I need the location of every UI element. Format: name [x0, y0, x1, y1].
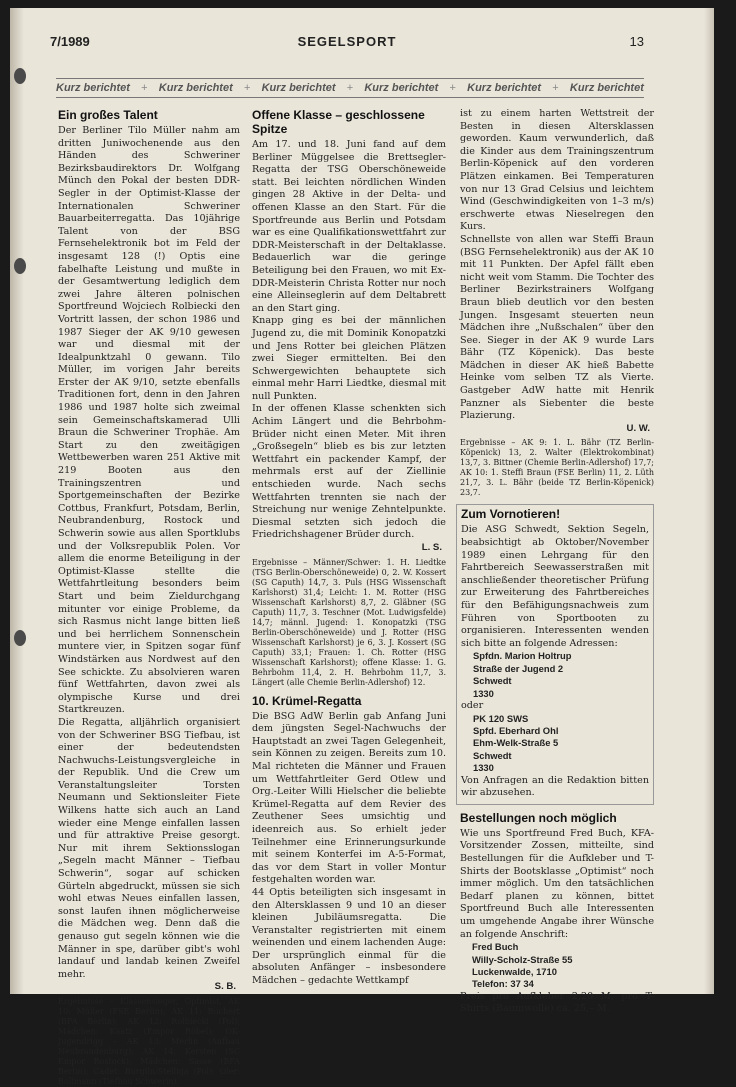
address-line: Ehm-Welk-Straße 5 [473, 737, 559, 749]
separator-plus-icon: + [449, 82, 456, 94]
article-paragraph: 44 Optis beteiligten sich insgesamt in den Altersklassen 9 und 10 an dieser kleinen Jubiläumsregatta. Die Veranstalter registrierten mit einem weinenden und einem lachenden Auge: Der ursprünglich einmal für die absoluten Anfänger – insbesondere Mädchen – gedachte Wettkampf [252, 886, 446, 987]
address-line: Willy-Scholz-Straße 55 [472, 953, 573, 965]
binder-hole-icon [14, 258, 26, 274]
notice-title: Zum Vornotieren! [461, 507, 561, 522]
results-block: Ergebnisse – Klassensieger, Optimist, AK 10: Müller (FSE Berlin); AK 11: Buchert (BFA Berlin); AK 12: Rolbiecki (Pol); Mädchen: Kaatz (Empor Röbel); OK-Jugendrigg – AK 13: Merlin (Aufbau Neubrandenburg); AK 14: Kersten (SC Empor Rostock); Mädchen: Sasse (BFA Berlin); Cadet: Burgiln/Stelliga (Pol); Oler: Bollmann (Tiefbau Schwerin). [58, 996, 240, 1086]
magazine-page [10, 8, 714, 1086]
address-line: Fred Buch [472, 941, 519, 953]
article-paragraph: Der Berliner Tilo Müller nahm am dritten Juniwochenende aus den Händen des Schweriner Bezirksbaudirektors Dr. Wolfgang Münch den Pokal der besten DDR-Segler in der Optimist-Klasse der Internationalen Schweriner Bauarbeiterregatta. Das 10jährige Talent von der BSG Fernsehelektronik bot im Feld der insgesamt 128 (!) Optis eine fabelhafte Leistung und mußte in der Gesamtwertung lediglich dem zwei Jahre älteren polnischen Sportfreund Wojciech Rolbiecki den Vortritt lassen, der schon 1986 und 1987 Sieger der AK 9/10 gewesen war und diesmal mit der Idealpunktzahl 0 gewann. Tilo Müller, im vorigen Jahr bereits Erster der AK 9/10, setzte ebenfalls Traditionen fort, denn in den Jahren 1986 und 1987 holte sich zweimal sein Gemeinschaftskamerad Ulli Braun die Schweriner Trophäe. Am Start zu den zweitägigen Wettbewerben waren 251 Aktive mit 219 Booten aus den Trainingszentren und Sportgemeinschaften der Bezirke Cottbus, Frankfurt, Potsdam, Berlin, Neubrandenburg, Rostock und Schwerin sowie aus allen Sportklubs und der Volksrepublik Polen. Vor allem die enorme Beteiligung in der Optimist-Klasse stellte die Wettfahrtleitung besonders beim Start und beim Zieldurchgang mitunter vor einige Probleme, da sich Rasmus nicht lange bitten ließ und bei herrlichem Sonnenschein muntere vier, in Spitzen sogar fünf Windstärken aus Nordwest auf den See schickte. Zu absolvieren waren fünf Wettfahrten, davon zwei als olympische Kurse und drei Startkreuzen. [58, 125, 240, 716]
strip-label: Kurz berichtet [56, 82, 130, 94]
strip-label: Kurz berichtet [261, 82, 336, 94]
author-signature: S. B. [214, 981, 236, 993]
address-line: Luckenwalde, 1710 [472, 965, 557, 977]
separator-plus-icon: + [243, 82, 251, 94]
address-block [473, 713, 649, 775]
separator-plus-icon: + [141, 82, 148, 94]
article-paragraph: Schnellste von allen war Steffi Braun (BSG Fernsehelektronik) aus der AK 10 mit 11 Punkten. Der Apfel fällt eben nicht weit vom Stamm. Die Tochter des Berliner Bezirkstrainers Wolfgang Braun blieb deutlich vor den besten Jungen. Insgesamt steuerten neun Mädchen ihre „Nußschalen“ über den See. Sieger in der AK 9 wurde Lars Bähr (TZ Köpenick). Das beste Mädchen in dieser AK hieß Babette Heinke vom selben TZ als Vierte. Gastgeber AdW hatte mit Henrik Panzner als Siebenter die beste Plazierung. [460, 233, 654, 422]
running-header [50, 34, 644, 52]
article-title: 10. Krümel-Regatta [252, 693, 362, 708]
column-3 [460, 108, 654, 1016]
address-line: Straße der Jugend 2 [473, 662, 564, 674]
article-paragraph: Preis pro Aufkleber 2,20 M, pro T-Shirts (Baumwolle) ca. 25,– M. [460, 990, 654, 1015]
address-line: Schwedt [473, 749, 512, 761]
address-separator: oder [461, 700, 484, 711]
notice-paragraph: Von Anfragen an die Redaktion bitten wir abzusehen. [461, 774, 649, 799]
author-signature: U. W. [626, 422, 650, 434]
address-line: Schwedt [473, 675, 512, 687]
column-2 [252, 108, 446, 988]
address-line: PK 120 SWS [473, 712, 529, 724]
page-number: 13 [629, 34, 644, 49]
binder-hole-icon [14, 630, 26, 646]
results-block: Ergebnisse – AK 9: 1. L. Bähr (TZ Berlin-Köpenick) 13, 2. Walter (Elektrokombinat) 13,7, 3. Bittner (Chemie Berlin-Adlershof) 17,7; AK 10: 1. Steffi Braun (FSE Berlin) 11, 2. Lüth 21,7, 3. L. Bähr (beide TZ Berlin-Köpenick) 23,7. [460, 438, 654, 498]
address-line: Telefon: 37 34 [472, 978, 534, 990]
strip-label: Kurz berichtet [569, 82, 644, 94]
strip-label: Kurz berichtet [467, 82, 542, 94]
notice-paragraph: Die ASG Schwedt, Sektion Segeln, beabsichtigt ab Oktober/November 1989 einen Lehrgang für den Fahrtbereich Seewasserstraßen mit anschließender theoretischer Prüfung zur Erweiterung des Fahrtbereiches für den Befähigungsnachweis zum Führen von Sportbooten zu organisieren. Interessenten wenden sich bitte an folgende Adressen: [461, 524, 649, 649]
address-line: 1330 [473, 687, 494, 699]
address-line: Spfdn. Marion Holtrup [473, 650, 572, 662]
kurz-berichtet-strip [56, 78, 644, 98]
page-edge-shadow [704, 8, 714, 994]
column-1 [58, 108, 240, 1087]
separator-plus-icon: + [552, 82, 559, 94]
results-block: Ergebnisse – Männer/Schwer: 1. H. Liedtke (TSG Berlin-Oberschöneweide) 0, 2. W. Kossert (SG Caputh) 14,7, 3. Puls (HSG Wissenschaft Karlshorst) 31,4; Leicht: 1. M. Rotter (HSG Wissenschaft Karlshorst) 8,7, 2. Gläbner (SG Caputh) 11,7, 3. Teschner (Mot. Ludwigsfelde) 14,7; männl. Jugend: 1. Konopatzki (TSG Berlin-Oberschöneweide) und J. Rotter (HSG Wissenschaft Karlshorst) je 6, 3. J. Kossert (SG Caputh) 33,1; Frauen: 1. Ch. Rotter (HSG Wissenschaft Karlshorst); offene Klasse: 1. G. Behrbohm 11,4, 2. H. Behrbohm 11,7, 3. Längert (alle Chemie Berlin-Adlershof) 12. [252, 557, 446, 687]
address-line: 1330 [473, 762, 494, 774]
article-paragraph: Knapp ging es bei der männlichen Jugend zu, die mit Dominik Konopatzki und Jens Rotter bei gleichen Plätzen zwei Sieger ermittelten. Bei den Schwergewichten behauptete sich einmal mehr Harri Liedtke, diesmal mit null Punkten. [252, 315, 446, 402]
address-block [473, 650, 649, 700]
article-paragraph: In der offenen Klasse schenkten sich Achim Längert und die Behrbohm-Brüder nicht einen Meter. Mit ihren „Großsegeln“ blieb es bis zur letzten Wettfahrt ein packender Kampf, der mehrmals erst auf der Ziellinie entschieden wurde. Nach sechs Wettfahrten trennten sie nach der Streichung nur wenige Zehntelpunkte. Diesmal setzten sich jedoch die Friedrichshagener Brüder durch. [252, 403, 446, 541]
author-signature: L. S. [421, 542, 442, 553]
notice-box [456, 504, 654, 804]
article-paragraph: Die Regatta, alljährlich organisiert von der Schweriner BSG Tiefbau, ist einer der bedeutendsten Nachwuchs-Leistungsvergleiche in der Republik. Und die Crew um Veranstaltungsleiter Torsten Neumann und Sektionsleiter Fiete Wilkens hatte sich auch an Land wieder eine Menge einfallen lassen und für attraktive Preise gesorgt. Nur mit ihrem Sektionsslogan „Segeln macht Männer – Tiefbau Schwerin“, sogar auf schicken Gürteln abgedruckt, müssen sie sich wohl etwas Neues einfallen lassen, sonst laufen ihnen möglicherweise die Mädchen weg. Denn daß die genauso gut segeln können wie die Männer in spe, darüber gibt's wohl landauf und landab keinen Zweifel mehr. [58, 716, 240, 980]
strip-label: Kurz berichtet [364, 82, 439, 94]
separator-plus-icon: + [346, 82, 354, 94]
binder-hole-icon [14, 68, 26, 84]
article-paragraph: Am 17. und 18. Juni fand auf dem Berliner Müggelsee die Brettsegler-Regatta der TSG Oberschöneweide statt. Bei leichten nördlichen Winden gingen 28 Aktive in der Delta- und offenen Klasse an den Start. Für die Sportfreunde aus Berlin und Potsdam war es eine Qualifikationswettfahrt zur DDR-Meisterschaft in der Deltaklasse. Bedauerlich war die geringe Beteiligung bei den Frauen, wo mit Ex-DDR-Meisterin Christa Rotter nur noch eine Alleinseglerin auf dem Deltabrett an den Start ging. [252, 139, 446, 314]
address-line: Spfd. Eberhard Ohl [473, 725, 559, 736]
article-paragraph: Wie uns Sportfreund Fred Buch, KFA-Vorsitzender Zossen, mitteilte, sind Bestellungen für die Aufkleber und T-Shirts der Bootsklasse „Optimist“ noch immer möglich. Um den tatsächlichen Bedarf planen zu können, bittet Sportfreund Buch alle Interessenten um umgehende Angabe ihrer Wünsche an folgende Anschrift: [460, 827, 654, 940]
address-block [472, 941, 654, 991]
page-spine-shadow [10, 8, 24, 994]
article-title: Ein großes Talent [58, 108, 158, 122]
magazine-title: SEGELSPORT [297, 34, 397, 49]
article-paragraph: ist zu einem harten Wettstreit der Besten in diesen Altersklassen geworden. Kaum verwunderlich, daß die Kinder aus dem Trainingszentrum Berlin-Köpenick auf den vorderen Plätzen einkamen. Bei Temperaturen von nur 13 Grad Celsius und leichtem Wind (Geschwindigkeiten von 1–3 m/s) erschwerte etwas Nieselregen den Kurs. [460, 108, 654, 233]
article-title: Offene Klasse – geschlossene Spitze [252, 108, 425, 136]
strip-label: Kurz berichtet [158, 82, 233, 94]
issue-number: 7/1989 [50, 34, 90, 49]
article-paragraph: Die BSG AdW Berlin gab Anfang Juni dem jüngsten Segel-Nachwuchs der Hauptstadt an zwei Tagen Gelegenheit, sein Können zu zeigen. Bereits zum 10. Mal richteten die Männer und Frauen um Wettfahrtleiter Gerd Otlew und Org.-Leiter Willi Hielscher die beliebte Krümel-Regatta auf dem Revier des Zeuthener Sees umsichtig und ideenreich aus. So erhielt jeder Teilnehmer eine Erinnerungsurkunde mit seinem Konterfei im A-5-Format, das vor dem Start in voller Montur festgehalten worden war. [252, 710, 446, 886]
article-title: Bestellungen noch möglich [460, 810, 617, 825]
